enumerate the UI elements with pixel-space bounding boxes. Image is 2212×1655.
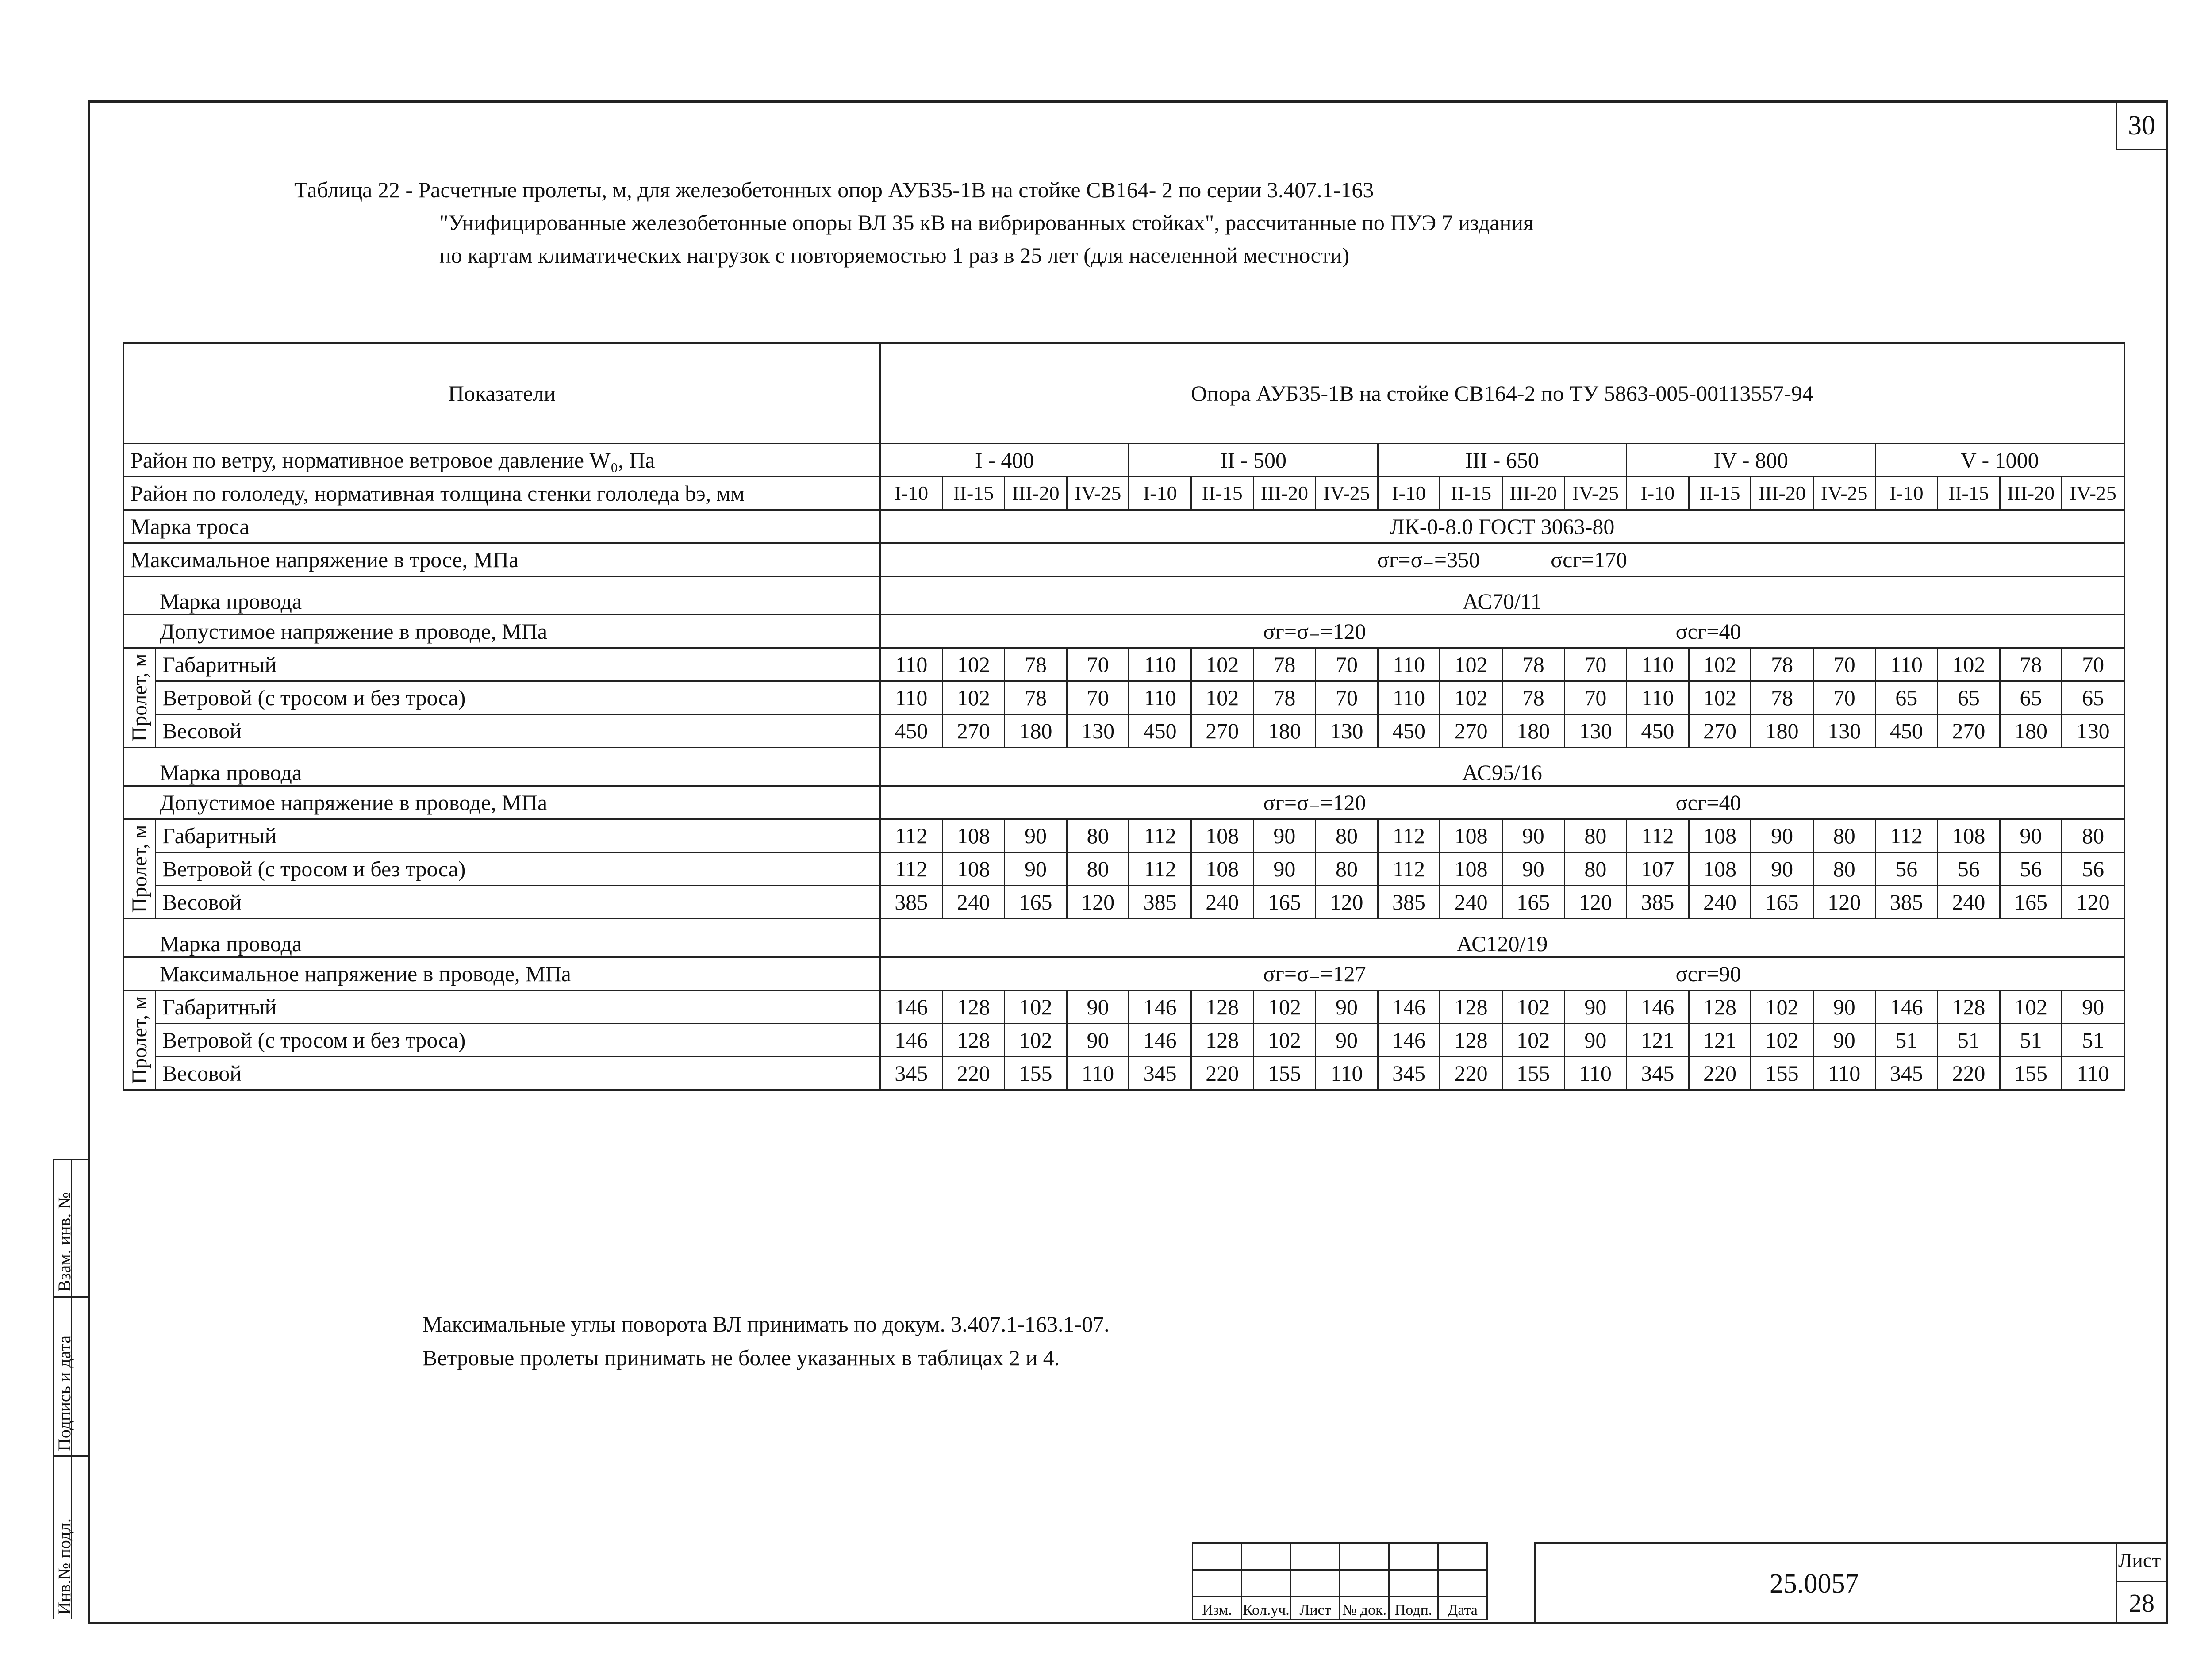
stamp-col-podp: Подп.: [1389, 1597, 1438, 1620]
span-value-cell: 220: [1191, 1057, 1253, 1090]
span-value-cell: 90: [1502, 852, 1564, 886]
stamp-col-izm: Изм.: [1193, 1597, 1242, 1620]
strip-label-3: Инв.№ подл.: [54, 1518, 74, 1615]
wire-stress-value: [880, 615, 2124, 648]
span-value-cell: 128: [1191, 991, 1253, 1024]
span-value-cell: 180: [1253, 714, 1316, 748]
span-value-cell: 112: [1627, 819, 1689, 852]
ice-region-cell: IV-25: [1564, 477, 1627, 510]
span-value-cell: 128: [1191, 1024, 1253, 1057]
span-value-cell: 180: [1502, 714, 1564, 748]
span-value-cell: 128: [1689, 991, 1751, 1024]
span-value-cell: 90: [1316, 1024, 1378, 1057]
note-1: Максимальные углы поворота ВЛ принимать по докум. 3.407.1-163.1-07.: [422, 1312, 1110, 1336]
span-value-cell: 385: [1627, 886, 1689, 919]
stamp-col-doc: № док.: [1340, 1597, 1389, 1620]
span-value-cell: 110: [1627, 648, 1689, 681]
span-value-cell: 80: [1564, 852, 1627, 886]
wire-stress-value: [880, 957, 2124, 991]
ice-region-cell: III-20: [1005, 477, 1067, 510]
span-value-cell: 78: [1751, 648, 1813, 681]
table-row: [124, 615, 2124, 648]
span-value-cell: 180: [1751, 714, 1813, 748]
span-value-cell: 112: [1129, 819, 1191, 852]
cable-stress-b: σсг=170: [1551, 547, 1627, 572]
span-value-cell: 385: [880, 886, 943, 919]
span-value-cell: 90: [1751, 852, 1813, 886]
span-value-cell: 110: [1564, 1057, 1627, 1090]
span-value-cell: 165: [1751, 886, 1813, 919]
cable-stress-label: Максимальное напряжение в тросе, МПа: [124, 543, 880, 576]
span-value-cell: 450: [880, 714, 943, 748]
wire-brand-label: Марка провода: [124, 748, 880, 786]
wire-stress-a: σг=σ₋=127: [1263, 961, 1366, 986]
span-value-cell: 450: [1129, 714, 1191, 748]
span-value-cell: 108: [1938, 819, 2000, 852]
ice-region-cell: II-15: [1440, 477, 1502, 510]
wire-stress-a: σг=σ₋=120: [1263, 790, 1366, 815]
span-value-cell: 102: [1191, 681, 1253, 714]
ice-region-label: Район по гололеду, нормативная толщина стенки гололеда bэ, мм: [124, 477, 880, 510]
span-value-cell: 146: [880, 1024, 943, 1057]
span-row-label: Весовой: [156, 714, 880, 748]
span-value-cell: 78: [1751, 681, 1813, 714]
table-row: [124, 819, 2124, 852]
span-value-cell: 90: [1005, 852, 1067, 886]
span-value-cell: 70: [1316, 681, 1378, 714]
span-value-cell: 146: [1875, 991, 1938, 1024]
ice-region-cell: I-10: [1875, 477, 1938, 510]
span-value-cell: 345: [1875, 1057, 1938, 1090]
span-value-cell: 450: [1378, 714, 1440, 748]
span-value-cell: 345: [880, 1057, 943, 1090]
span-value-cell: 120: [1564, 886, 1627, 919]
spans-table: [123, 342, 2125, 1091]
span-value-cell: 112: [880, 852, 943, 886]
span-value-cell: 110: [1067, 1057, 1129, 1090]
wire-stress-value: [880, 786, 2124, 819]
span-value-cell: 70: [1564, 681, 1627, 714]
table-row: [124, 510, 2124, 543]
span-value-cell: 80: [1067, 852, 1129, 886]
span-value-cell: 78: [1502, 648, 1564, 681]
span-value-cell: 78: [1502, 681, 1564, 714]
span-value-cell: 121: [1627, 1024, 1689, 1057]
stamp-col-data: Дата: [1438, 1597, 1487, 1620]
wind-region-cell: V - 1000: [1875, 444, 2124, 477]
span-value-cell: 110: [880, 681, 943, 714]
span-vertical-label: [124, 648, 156, 748]
table-row: [124, 852, 2124, 886]
table-caption: [294, 173, 1533, 272]
span-value-cell: 51: [1875, 1024, 1938, 1057]
caption-line-1: Таблица 22 - Расчетные пролеты, м, для железобетонных опор АУБ35-1В на стойке СВ164- 2 по серии 3.407.1-163: [294, 177, 1374, 202]
span-value-cell: 70: [2062, 648, 2124, 681]
table-row: [124, 681, 2124, 714]
span-value-cell: 110: [880, 648, 943, 681]
wire-stress-label: Допустимое напряжение в проводе, МПа: [124, 786, 880, 819]
span-value-cell: 270: [1938, 714, 2000, 748]
span-value-cell: 385: [1875, 886, 1938, 919]
span-value-cell: 90: [1253, 819, 1316, 852]
span-row-label: Габаритный: [156, 819, 880, 852]
ice-region-cell: IV-25: [1813, 477, 1875, 510]
span-value-cell: 121: [1689, 1024, 1751, 1057]
span-value-cell: 130: [2062, 714, 2124, 748]
ice-region-cell: IV-25: [1316, 477, 1378, 510]
span-value-cell: 165: [1502, 886, 1564, 919]
stamp-col-kolvo: Кол.уч.: [1242, 1597, 1291, 1620]
span-value-cell: 270: [1689, 714, 1751, 748]
span-value-cell: 65: [2000, 681, 2062, 714]
span-value-cell: 70: [1564, 648, 1627, 681]
span-value-cell: 240: [942, 886, 1005, 919]
span-value-cell: 102: [1751, 1024, 1813, 1057]
table-row: [124, 343, 2124, 444]
span-value-cell: 110: [1813, 1057, 1875, 1090]
span-value-cell: 90: [1813, 1024, 1875, 1057]
span-value-cell: 110: [2062, 1057, 2124, 1090]
span-value-cell: 108: [1191, 852, 1253, 886]
wire-stress-b: σсг=40: [1675, 790, 1741, 815]
span-value-cell: 90: [1067, 1024, 1129, 1057]
span-value-cell: 90: [1564, 1024, 1627, 1057]
span-value-cell: 108: [1689, 819, 1751, 852]
span-value-cell: 102: [1005, 1024, 1067, 1057]
ice-region-cell: III-20: [2000, 477, 2062, 510]
span-row-label: Весовой: [156, 1057, 880, 1090]
span-value-cell: 450: [1627, 714, 1689, 748]
span-value-cell: 51: [1938, 1024, 2000, 1057]
span-value-cell: 146: [1129, 991, 1191, 1024]
span-value-cell: 108: [1440, 852, 1502, 886]
span-value-cell: 90: [1564, 991, 1627, 1024]
span-value-cell: 102: [1440, 681, 1502, 714]
span-value-cell: 70: [1316, 648, 1378, 681]
caption-line-3: по картам климатических нагрузок с повторяемостью 1 раз в 25 лет (для населенной местности): [439, 243, 1350, 268]
wire-brand-value: АС70/11: [880, 576, 2124, 615]
ice-region-cell: I-10: [1627, 477, 1689, 510]
wind-region-cell: III - 650: [1378, 444, 1626, 477]
span-value-cell: 90: [1751, 819, 1813, 852]
wire-stress-a: σг=σ₋=120: [1263, 619, 1366, 644]
span-value-cell: 130: [1813, 714, 1875, 748]
span-value-cell: 102: [1253, 1024, 1316, 1057]
span-value-cell: 78: [1005, 681, 1067, 714]
span-value-cell: 180: [1005, 714, 1067, 748]
left-binding-strip: [27, 1159, 88, 1619]
span-row-label: Ветровой (с тросом и без троса): [156, 681, 880, 714]
notes: [422, 1307, 1110, 1375]
span-value-cell: 385: [1129, 886, 1191, 919]
span-value-cell: 78: [1253, 648, 1316, 681]
cable-brand-value: ЛК-0-8.0 ГОСТ 3063-80: [880, 510, 2124, 543]
span-value-cell: 78: [1253, 681, 1316, 714]
span-value-cell: 240: [1191, 886, 1253, 919]
span-value-cell: 108: [942, 852, 1005, 886]
span-value-cell: 270: [1440, 714, 1502, 748]
span-value-cell: 65: [1938, 681, 2000, 714]
header-support: Опора АУБ35-1В на стойке СВ164-2 по ТУ 5863-005-00113557-94: [880, 343, 2124, 444]
span-value-cell: 130: [1067, 714, 1129, 748]
span-value-cell: 130: [1564, 714, 1627, 748]
span-value-cell: 112: [1378, 852, 1440, 886]
span-value-cell: 385: [1378, 886, 1440, 919]
span-value-cell: 112: [1875, 819, 1938, 852]
wind-region-cell: I - 400: [880, 444, 1129, 477]
span-value-cell: 56: [1938, 852, 2000, 886]
span-value-cell: 110: [1129, 681, 1191, 714]
span-value-cell: 112: [1129, 852, 1191, 886]
span-value-cell: 110: [1627, 681, 1689, 714]
span-value-cell: 240: [1938, 886, 2000, 919]
span-row-label: Габаритный: [156, 991, 880, 1024]
span-value-cell: 155: [1751, 1057, 1813, 1090]
span-value-cell: 78: [2000, 648, 2062, 681]
span-value-cell: 102: [1191, 648, 1253, 681]
span-value-cell: 220: [1440, 1057, 1502, 1090]
ice-region-cell: III-20: [1502, 477, 1564, 510]
span-value-cell: 102: [1938, 648, 2000, 681]
table-row: [124, 576, 2124, 615]
span-value-cell: 102: [942, 648, 1005, 681]
span-value-cell: 56: [2062, 852, 2124, 886]
span-value-cell: 180: [2000, 714, 2062, 748]
document-number: 25.0057: [1770, 1569, 1859, 1599]
wire-stress-b: σсг=40: [1675, 619, 1741, 644]
span-value-cell: 78: [1005, 648, 1067, 681]
span-vertical-label: [124, 819, 156, 919]
table-row: [124, 444, 2124, 477]
span-value-cell: 80: [1067, 819, 1129, 852]
span-value-cell: 240: [1689, 886, 1751, 919]
span-value-cell: 80: [1316, 819, 1378, 852]
cable-brand-label: Марка троса: [124, 510, 880, 543]
wire-brand-value: АС95/16: [880, 748, 2124, 786]
span-value-cell: 70: [1067, 648, 1129, 681]
span-value-cell: 102: [1253, 991, 1316, 1024]
span-value-cell: 146: [1378, 1024, 1440, 1057]
span-value-cell: 155: [2000, 1057, 2062, 1090]
table-row: [124, 477, 2124, 510]
span-value-cell: 80: [1813, 819, 1875, 852]
span-value-cell: 90: [1502, 819, 1564, 852]
span-value-cell: 220: [942, 1057, 1005, 1090]
span-value-cell: 51: [2000, 1024, 2062, 1057]
table-row: [124, 748, 2124, 786]
span-value-cell: 128: [1938, 991, 2000, 1024]
span-value-cell: 220: [1689, 1057, 1751, 1090]
span-value-cell: 128: [942, 1024, 1005, 1057]
ice-region-cell: II-15: [1689, 477, 1751, 510]
span-value-cell: 51: [2062, 1024, 2124, 1057]
ice-region-cell: III-20: [1253, 477, 1316, 510]
span-value-cell: 155: [1253, 1057, 1316, 1090]
ice-region-cell: II-15: [942, 477, 1005, 510]
span-value-cell: 102: [1502, 991, 1564, 1024]
ice-region-cell: IV-25: [1067, 477, 1129, 510]
wire-stress-label: Максимальное напряжение в проводе, МПа: [124, 957, 880, 991]
ice-region-cell: III-20: [1751, 477, 1813, 510]
span-value-cell: 70: [1813, 648, 1875, 681]
table-row: [124, 957, 2124, 991]
span-value-cell: 65: [2062, 681, 2124, 714]
note-2: Ветровые пролеты принимать не более указанных в таблицах 2 и 4.: [422, 1345, 1060, 1370]
span-value-cell: 220: [1938, 1057, 2000, 1090]
span-value-cell: 128: [942, 991, 1005, 1024]
span-value-cell: 90: [1005, 819, 1067, 852]
cable-stress-a: σг=σ₋=350: [1377, 547, 1480, 572]
span-value-cell: 65: [1875, 681, 1938, 714]
span-value-cell: 102: [1689, 681, 1751, 714]
title-block-grid: [1192, 1542, 1488, 1620]
span-value-cell: 120: [1316, 886, 1378, 919]
span-row-label: Ветровой (с тросом и без троса): [156, 1024, 880, 1057]
span-value-cell: 80: [1564, 819, 1627, 852]
span-value-cell: 110: [1129, 648, 1191, 681]
sheet-label: Лист: [2118, 1549, 2161, 1571]
wind-region-cell: IV - 800: [1627, 444, 1875, 477]
table-row: [124, 886, 2124, 919]
wind-region-cell: II - 500: [1129, 444, 1378, 477]
span-label-text: Пролет, м: [127, 653, 151, 742]
span-value-cell: 102: [2000, 991, 2062, 1024]
span-value-cell: 165: [1253, 886, 1316, 919]
span-row-label: Ветровой (с тросом и без троса): [156, 852, 880, 886]
span-value-cell: 90: [1316, 991, 1378, 1024]
ice-region-cell: II-15: [1191, 477, 1253, 510]
span-value-cell: 345: [1627, 1057, 1689, 1090]
span-value-cell: 450: [1875, 714, 1938, 748]
span-value-cell: 165: [2000, 886, 2062, 919]
wire-brand-value: АС120/19: [880, 919, 2124, 957]
span-value-cell: 70: [1067, 681, 1129, 714]
table-row: [124, 1057, 2124, 1090]
span-value-cell: 102: [1502, 1024, 1564, 1057]
table-row: [124, 543, 2124, 576]
sheet-number: 28: [2116, 1581, 2168, 1624]
span-label-text: Пролет, м: [127, 825, 151, 913]
span-value-cell: 80: [1316, 852, 1378, 886]
header-indicators: Показатели: [124, 343, 880, 444]
table-row: [124, 1024, 2124, 1057]
strip-label-1: Взам. инв. №: [54, 1192, 74, 1292]
span-value-cell: 120: [2062, 886, 2124, 919]
span-value-cell: 270: [942, 714, 1005, 748]
span-value-cell: 102: [1689, 648, 1751, 681]
span-value-cell: 128: [1440, 991, 1502, 1024]
ice-region-cell: I-10: [1378, 477, 1440, 510]
span-value-cell: 240: [1440, 886, 1502, 919]
span-vertical-label: [124, 991, 156, 1090]
span-value-cell: 146: [1627, 991, 1689, 1024]
span-value-cell: 110: [1378, 681, 1440, 714]
span-value-cell: 165: [1005, 886, 1067, 919]
span-value-cell: 146: [1129, 1024, 1191, 1057]
span-value-cell: 102: [942, 681, 1005, 714]
span-value-cell: 112: [880, 819, 943, 852]
span-value-cell: 146: [1378, 991, 1440, 1024]
strip-label-2: Подпись и дата: [54, 1335, 74, 1451]
wind-region-label: Район по ветру, нормативное ветровое давление W₀, Па: [124, 444, 880, 477]
span-value-cell: 108: [1689, 852, 1751, 886]
wire-brand-label: Марка провода: [124, 576, 880, 615]
table-row: [124, 991, 2124, 1024]
cable-stress-value: [880, 543, 2124, 576]
span-value-cell: 112: [1378, 819, 1440, 852]
table-row: [124, 648, 2124, 681]
span-value-cell: 108: [942, 819, 1005, 852]
span-value-cell: 108: [1440, 819, 1502, 852]
span-value-cell: 90: [2000, 819, 2062, 852]
span-value-cell: 90: [2062, 991, 2124, 1024]
span-value-cell: 128: [1440, 1024, 1502, 1057]
span-row-label: Габаритный: [156, 648, 880, 681]
span-value-cell: 102: [1751, 991, 1813, 1024]
span-value-cell: 102: [1005, 991, 1067, 1024]
caption-line-2: "Унифицированные железобетонные опоры ВЛ 35 кВ на вибрированных стойках", рассчитанные по ПУЭ 7 издания: [439, 210, 1533, 235]
table-row: [124, 919, 2124, 957]
span-value-cell: 155: [1502, 1057, 1564, 1090]
span-value-cell: 80: [2062, 819, 2124, 852]
span-value-cell: 270: [1191, 714, 1253, 748]
span-value-cell: 345: [1378, 1057, 1440, 1090]
span-row-label: Весовой: [156, 886, 880, 919]
span-value-cell: 130: [1316, 714, 1378, 748]
span-value-cell: 110: [1378, 648, 1440, 681]
span-value-cell: 90: [1253, 852, 1316, 886]
span-value-cell: 102: [1440, 648, 1502, 681]
span-value-cell: 146: [880, 991, 943, 1024]
ice-region-cell: I-10: [880, 477, 943, 510]
span-value-cell: 70: [1813, 681, 1875, 714]
span-value-cell: 110: [1875, 648, 1938, 681]
span-value-cell: 155: [1005, 1057, 1067, 1090]
span-value-cell: 107: [1627, 852, 1689, 886]
ice-region-cell: I-10: [1129, 477, 1191, 510]
span-value-cell: 56: [1875, 852, 1938, 886]
wire-stress-b: σсг=90: [1675, 961, 1741, 986]
table-row: [124, 786, 2124, 819]
span-label-text: Пролет, м: [127, 996, 151, 1084]
stamp-col-list: Лист: [1291, 1597, 1340, 1620]
ice-region-cell: IV-25: [2062, 477, 2124, 510]
span-value-cell: 110: [1316, 1057, 1378, 1090]
span-value-cell: 56: [2000, 852, 2062, 886]
span-value-cell: 90: [1813, 991, 1875, 1024]
span-value-cell: 120: [1813, 886, 1875, 919]
span-value-cell: 120: [1067, 886, 1129, 919]
wire-brand-label: Марка провода: [124, 919, 880, 957]
span-value-cell: 80: [1813, 852, 1875, 886]
table-row: [124, 714, 2124, 748]
ice-region-cell: II-15: [1938, 477, 2000, 510]
span-value-cell: 345: [1129, 1057, 1191, 1090]
span-value-cell: 90: [1067, 991, 1129, 1024]
span-value-cell: 108: [1191, 819, 1253, 852]
wire-stress-label: Допустимое напряжение в проводе, МПа: [124, 615, 880, 648]
page-number: 30: [2116, 101, 2168, 150]
